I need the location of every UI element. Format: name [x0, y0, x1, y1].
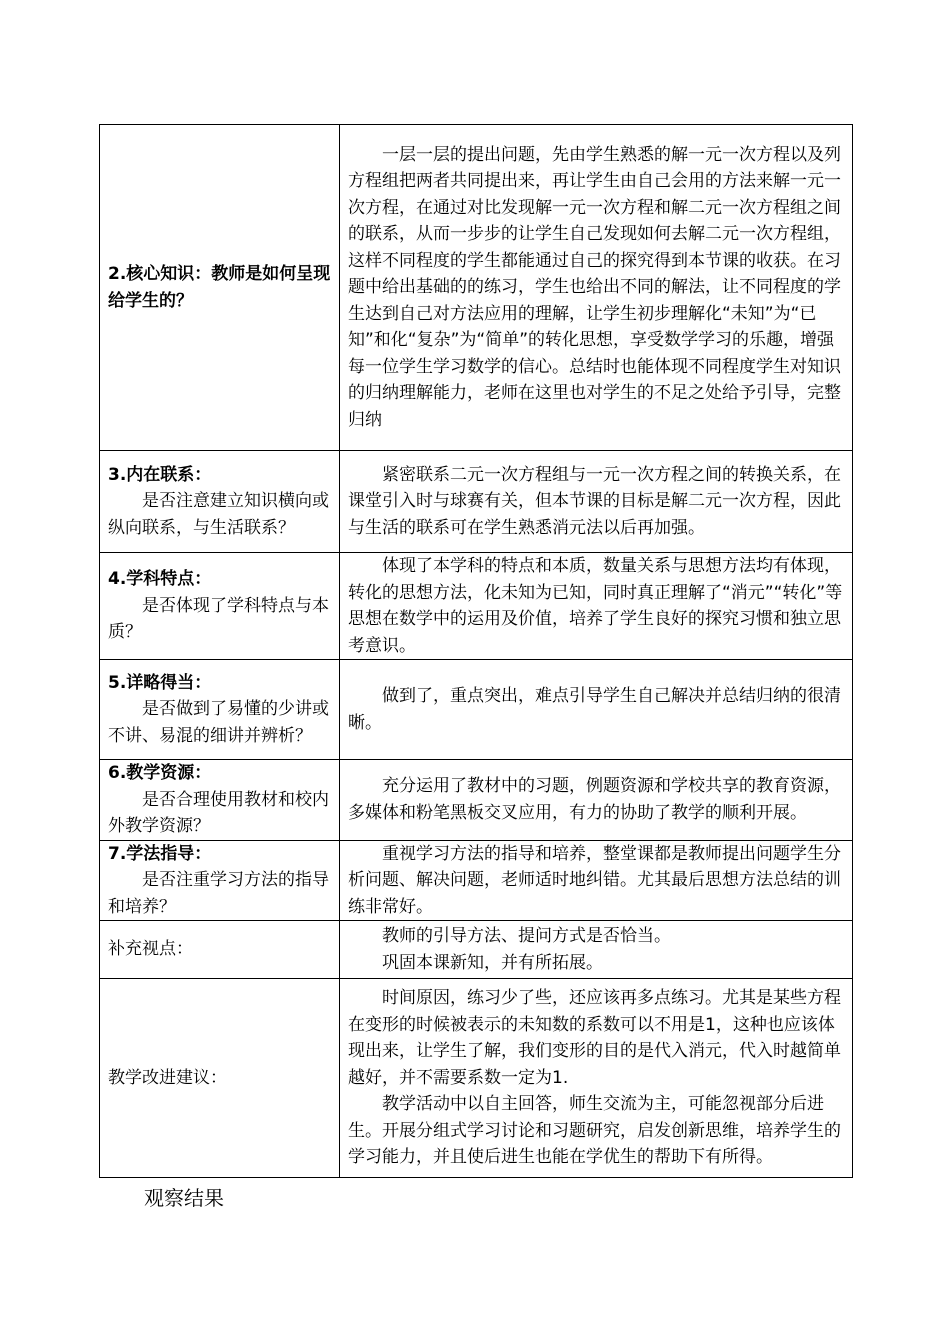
- row-title: 补充视点：: [108, 939, 193, 960]
- row-question: 是否注意建立知识横向或纵向联系，与生活联系？: [108, 491, 329, 538]
- row-title: 2.核心知识：教师是如何呈现给学生的？: [108, 264, 331, 311]
- content-paragraph: 巩固本课新知，并有所拓展。: [382, 952, 603, 973]
- table-row: [100, 125, 853, 451]
- content-paragraph: 充分运用了教材中的习题，例题资源和学校共享的教育资源，多媒体和粉笔黑板交叉应用，有力的协助了教学的顺利开展。: [348, 776, 841, 823]
- content-paragraph: 教师的引导方法、提问方式是否恰当。: [382, 926, 671, 946]
- row-label-improvement: [100, 979, 340, 1178]
- content-paragraph: 时间原因，练习少了些，还应该再多点练习。尤其是某些方程在变形的时候被表示的未知数的系数可以不用是1，这种也应该体现出来，让学生了解，我们变形的目的是代入消元，代入时越简单越好，并不需要系数一定为1.: [348, 988, 841, 1088]
- observation-table: [99, 124, 853, 1178]
- table-row: [100, 760, 853, 841]
- row-question: 是否合理使用教材和校内外教学资源？: [108, 789, 329, 836]
- row-label-supplementary: [100, 921, 340, 979]
- row-content: [340, 451, 853, 553]
- content-paragraph: 紧密联系二元一次方程组与一元一次方程之间的转换关系，在课堂引入时与球赛有关，但本节课的目标是解二元一次方程，因此与生活的联系可在学生熟悉消元法以后再加强。: [348, 464, 841, 538]
- content-paragraph: 体现了本学科的特点和本质，数量关系与思想方法均有体现，转化的思想方法，化未知为已知，同时真正理解了“消元”“转化”等思想在数学中的运用及价值，培养了学生良好的探究习惯和独立思考意识。: [348, 556, 843, 656]
- row-title: 4.学科特点：: [108, 569, 212, 590]
- table-row: [100, 451, 853, 553]
- content-paragraph: 教学活动中以自主回答，师生交流为主，可能忽视部分后进生。开展分组式学习讨论和习题研究，启发创新思维，培养学生的学习能力，并且使后进生也能在学优生的帮助下有所得。: [348, 1094, 841, 1168]
- row-label-detail-balance: [100, 660, 340, 760]
- row-question: 是否注重学习方法的指导和培养？: [108, 870, 329, 917]
- row-title: 5.详略得当：: [108, 672, 212, 693]
- row-content: [340, 553, 853, 660]
- row-content: [340, 840, 853, 921]
- row-label-teaching-resources: [100, 760, 340, 841]
- row-content: [340, 660, 853, 760]
- row-content: [340, 760, 853, 841]
- row-label-internal-links: [100, 451, 340, 553]
- table-row: [100, 553, 853, 660]
- row-title: 教学改进建议：: [108, 1067, 227, 1088]
- row-question: 是否做到了易懂的少讲或不讲、易混的细讲并辨析？: [108, 699, 329, 746]
- row-label-subject-features: [100, 553, 340, 660]
- section-heading: 观察结果: [144, 1186, 224, 1210]
- row-title: 6.教学资源：: [108, 763, 212, 783]
- row-label-core-knowledge: [100, 125, 340, 451]
- table-row: [100, 921, 853, 979]
- row-title: 3.内在联系：: [108, 464, 212, 485]
- row-title: 7.学法指导：: [108, 843, 212, 864]
- content-paragraph: 做到了，重点突出，难点引导学生自己解决并总结归纳的很清晰。: [348, 686, 841, 733]
- table-row: [100, 840, 853, 921]
- table-row: [100, 979, 853, 1178]
- table-row: [100, 660, 853, 760]
- row-question: 是否体现了学科特点与本质？: [108, 595, 329, 643]
- row-content: [340, 921, 853, 979]
- row-label-study-guidance: [100, 840, 340, 921]
- content-paragraph: 一层一层的提出问题，先由学生熟悉的解一元一次方程以及列方程组把两者共同提出来，再让学生由自己会用的方法来解一元一次方程，在通过对比发现解一元一次方程和解二元一次方程组之间的联系，从而一步步的让学生自己发现如何去解二元一次方程组，这样不同程度的学生都能通过自己的探究得到本节课的收获。在习题中给出基础的的练习，学生也给出不同的解法，让不同程度的学生达到自己对方法应用的理解，让学生初步理解化“未知”为“已知”和化“复杂”为“简单”的转化思想，享受数学学习的乐趣，增强每一位学生学习数学的信心。总结时也能体现不同程度学生对知识的归纳理解能力，老师在这里也对学生的不足之处给予引导，完整归纳: [348, 144, 841, 430]
- content-paragraph: 重视学习方法的指导和培养，整堂课都是教师提出问题学生分析问题、解决问题，老师适时地纠错。尤其最后思想方法总结的训练非常好。: [348, 843, 841, 917]
- row-content: [340, 125, 853, 451]
- row-content: [340, 979, 853, 1178]
